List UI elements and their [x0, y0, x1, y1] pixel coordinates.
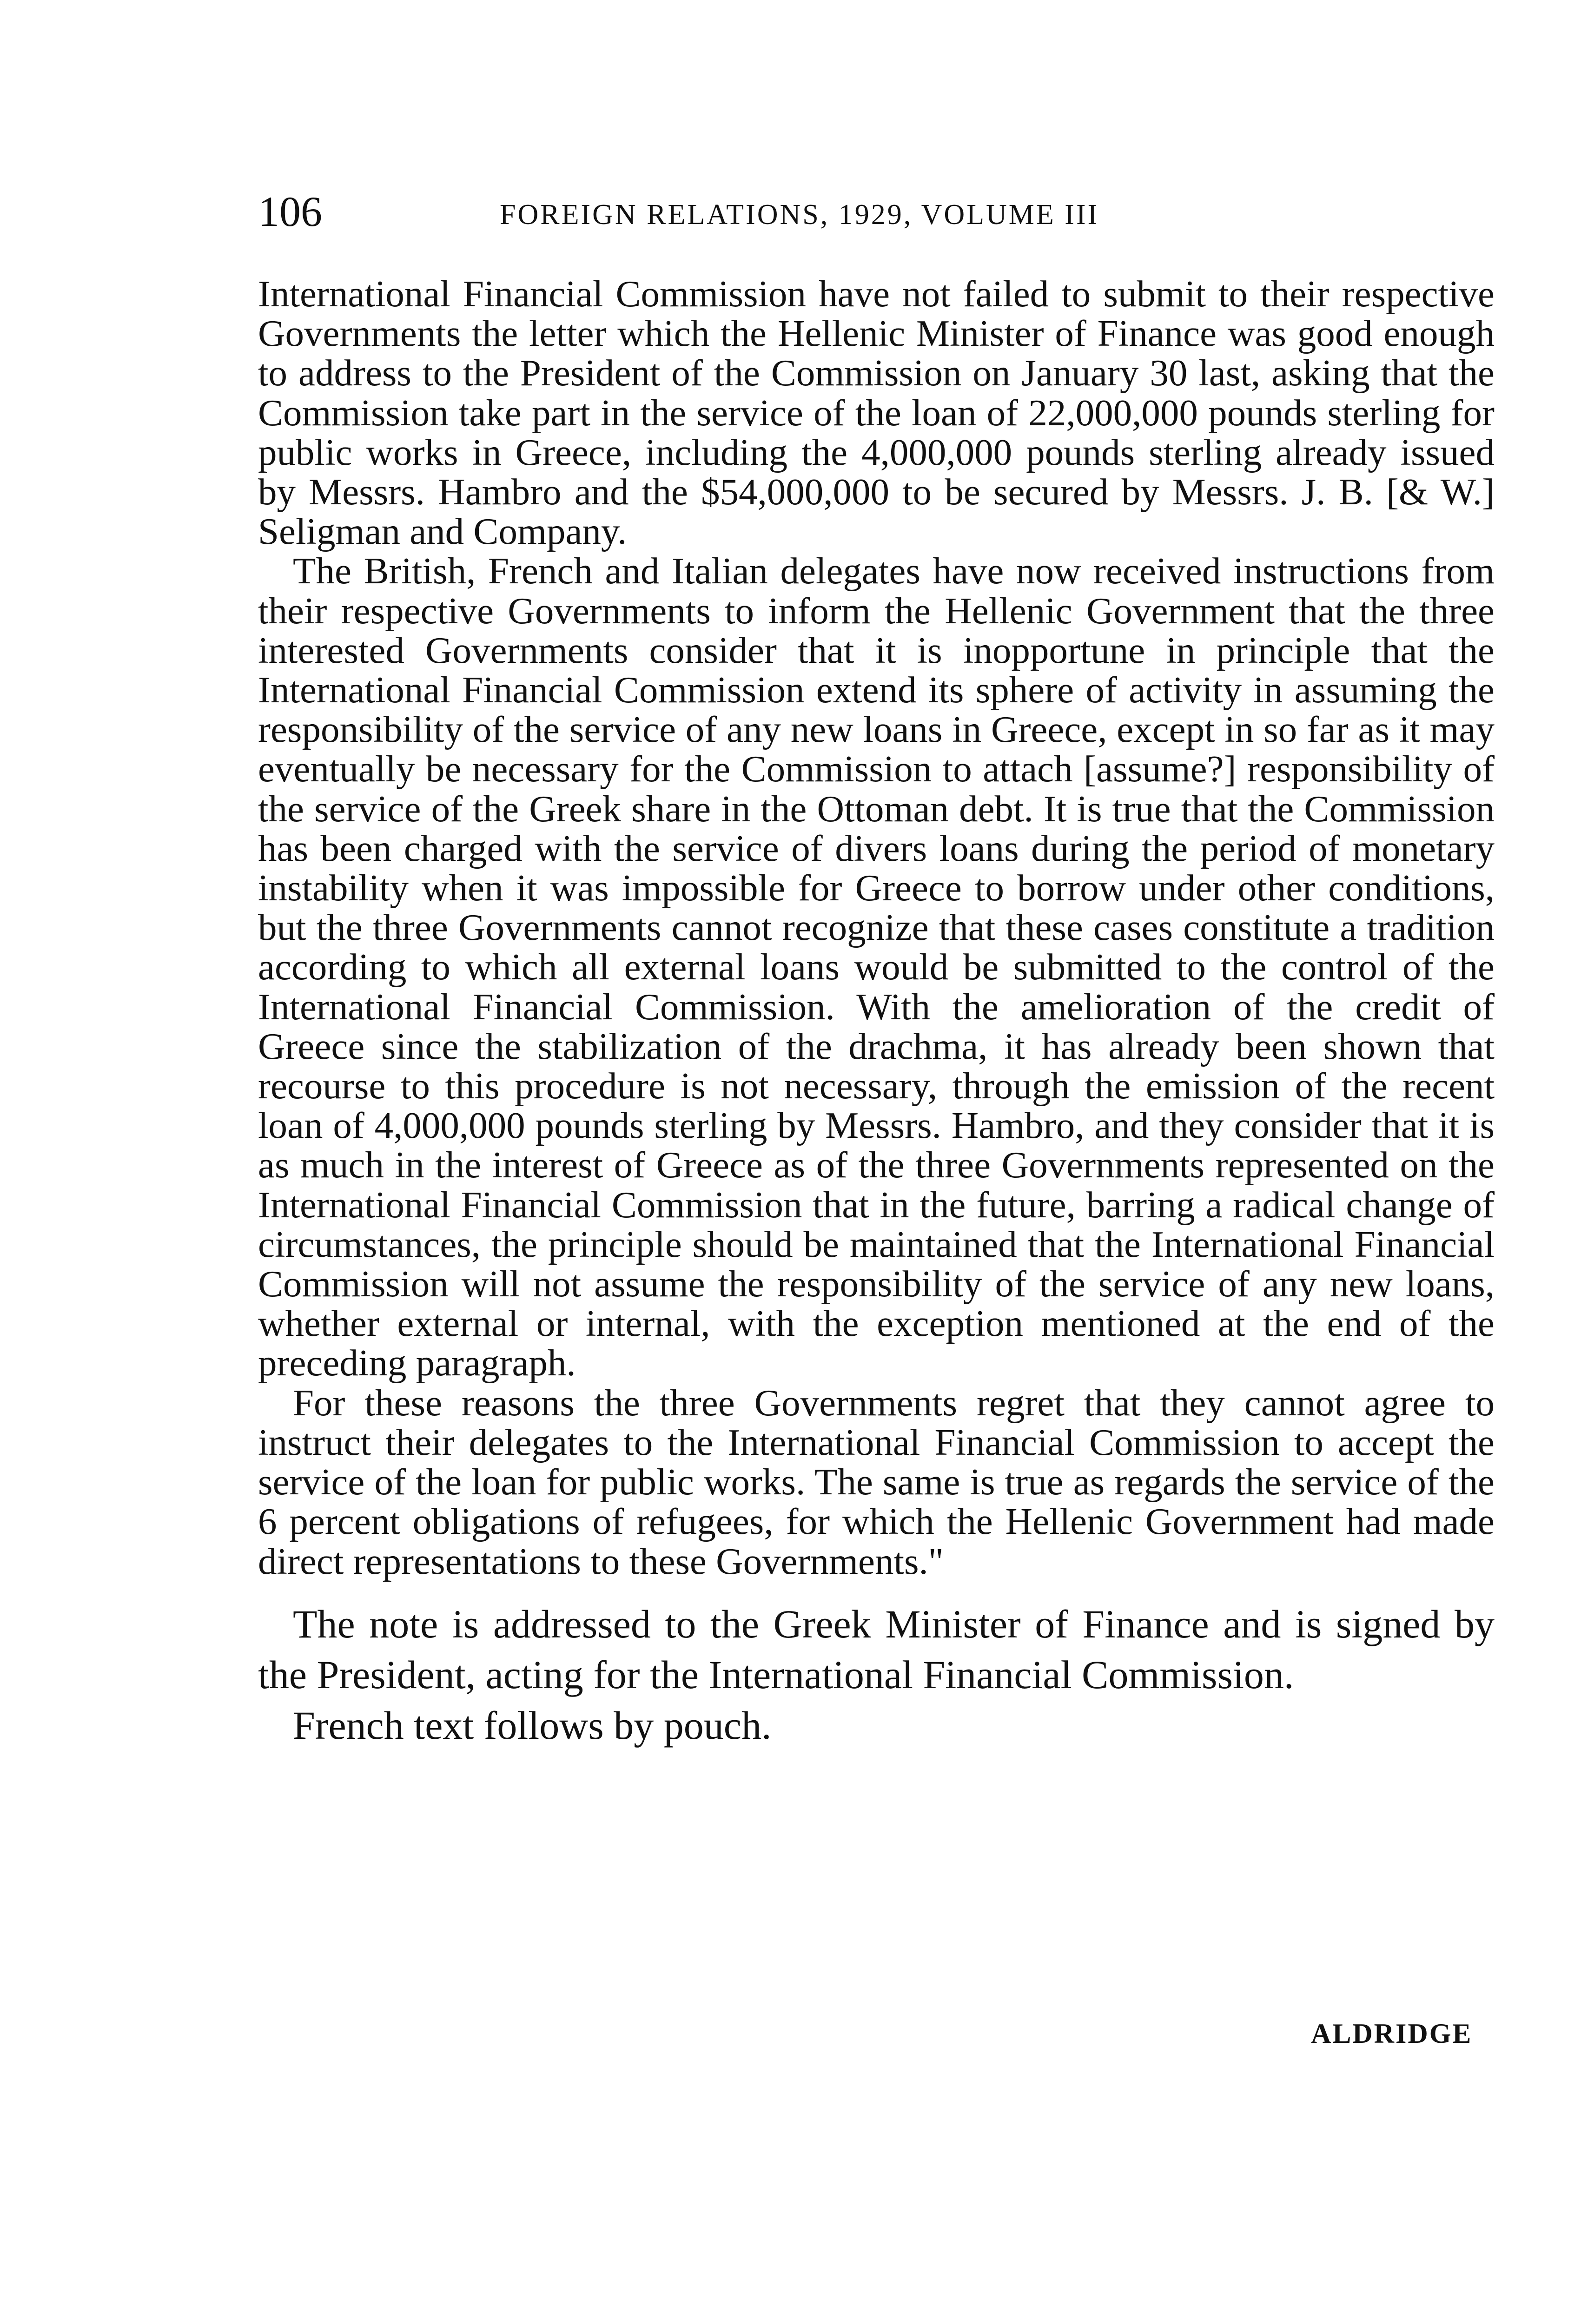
dispatch-paragraph-1: The note is addressed to the Greek Minister of Finance and is signed by the President, acting for the International Financial Commission.: [258, 1601, 1495, 1697]
page-header: [258, 186, 1504, 237]
quoted-note: [258, 274, 1495, 1581]
page-number: 106: [258, 188, 322, 235]
dispatch-text: [258, 1599, 1495, 1751]
document-body: [258, 274, 1495, 1751]
running-head: FOREIGN RELATIONS, 1929, VOLUME III: [500, 199, 1099, 231]
quoted-paragraph-2: The British, French and Italian delegates have now received instructions from their respective Governments to inform the Hellenic Government that the three interested Governments consider that it is inopportune in principle that the International Financial Commission extend its sphere of activity in assuming the responsibility of the service of any new loans in Greece, except in so far as it may eventually be necessary for the Commission to attach [assume?] responsibility of the service of the Greek share in the Ottoman debt. It is true that the Commission has been charged with the service of divers loans during the period of monetary instability when it was impossible for Greece to borrow under other conditions, but the three Governments cannot recognize that these cases constitute a tradition according to which all external loans would be submitted to the control of the International Financial Commission. With the amelioration of the credit of Greece since the stabilization of the drachma, it has already been shown that recourse to this procedure is not necessary, through the emission of the recent loan of 4,000,000 pounds sterling by Messrs. Hambro, and they consider that it is as much in the interest of Greece as of the three Governments represented on the International Financial Commission that in the future, barring a radical change of circumstances, the principle should be maintained that the International Financial Commission will not assume the responsibility of the service of any new loans, whether external or internal, with the exception mentioned at the end of the preceding paragraph.: [258, 550, 1495, 1384]
quoted-paragraph-3: For these reasons the three Governments regret that they cannot agree to instruct their delegates to the International Financial Commission to accept the service of the loan for public works. The same is true as regards the service of the 6 percent obligations of refugees, for which the Hellenic Government had made direct representations to these Governments.": [258, 1381, 1495, 1582]
quoted-paragraph-1: International Financial Commission have not failed to submit to their respective Governments the letter which the Hellenic Minister of Finance was good enough to address to the President of the Commission on January 30 last, asking that the Commission take part in the service of the loan of 22,000,000 pounds sterling for public works in Greece, including the 4,000,000 pounds sterling already issued by Messrs. Hambro and the $54,000,000 to be secured by Messrs. J. B. [& W.] Seligman and Company.: [258, 273, 1495, 553]
dispatch-paragraph-2: French text follows by pouch.: [293, 1703, 772, 1748]
signature: ALDRIDGE: [1311, 2018, 1473, 2049]
